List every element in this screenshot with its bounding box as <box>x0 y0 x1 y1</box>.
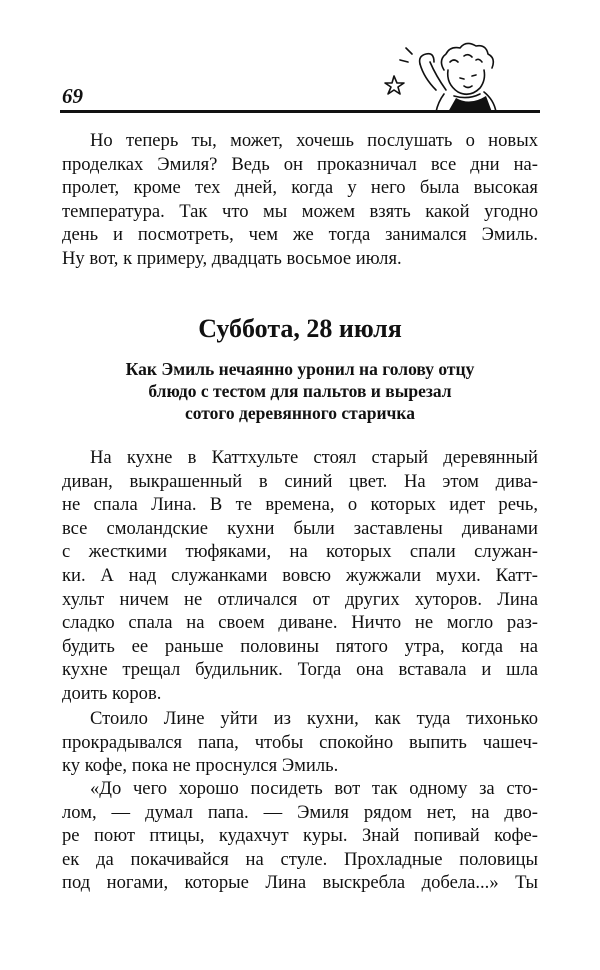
text-line: день и посмотреть, чем же тогда занимался Эмиль. <box>62 224 538 246</box>
text-line: лом, — думал папа. — Эмиля рядом нет, на дво- <box>62 801 538 823</box>
body-paragraph-1 <box>62 446 538 706</box>
intro-paragraph <box>62 129 538 271</box>
text-line: прокрадывался папа, чтобы спокойно выпить чашеч- <box>62 731 538 753</box>
body-paragraph-3 <box>62 777 538 895</box>
boy-illustration-icon <box>384 40 544 112</box>
text-line: под ногами, которые Лина выскребла добела...» Ты <box>62 872 538 894</box>
text-line: сладко спала на своем диване. Ничто не могло раз- <box>62 612 538 634</box>
text-line: температура. Так что мы можем взять какой угодно <box>62 200 538 222</box>
chapter-title: Суббота, 28 июля <box>198 314 402 343</box>
chapter-subtitle <box>0 358 600 424</box>
text-line: ку кофе, пока не проснулся Эмиль. <box>62 755 339 777</box>
text-line: ки. А над служанками вовсю жужжали мухи. Катт- <box>62 564 538 586</box>
header-rule <box>60 110 540 113</box>
text-line: все смоландские кухни были заставлены диванами <box>62 517 538 539</box>
subtitle-line: блюдо с тестом для пальтов и вырезал <box>148 381 452 401</box>
text-line: На кухне в Каттхульте стоял старый деревянный <box>90 447 538 468</box>
page-number: 69 <box>62 84 83 108</box>
text-line: ек да покачивайся на стуле. Прохладные половицы <box>62 848 538 870</box>
text-line: ре поют птицы, кудахчут куры. Знай попивай кофе- <box>62 825 538 847</box>
body-paragraph-2 <box>62 707 538 778</box>
subtitle-line: Как Эмиль нечаянно уронил на голову отцу <box>125 359 475 379</box>
text-line: доить коров. <box>62 682 162 704</box>
subtitle-line: сотого деревянного старичка <box>185 403 415 423</box>
text-line: хульт ничем не отличался от других хуторов. Лина <box>62 588 538 610</box>
text-line: диван, выкрашенный в синий цвет. На этом дива- <box>62 470 538 492</box>
text-line: проделках Эмиля? Ведь он проказничал все дни на- <box>62 153 538 175</box>
text-line: кухне трещал будильник. Тогда она вставала и шла <box>62 659 538 681</box>
text-line: пролет, кроме тех дней, когда у него была высокая <box>62 177 538 199</box>
text-line: «До чего хорошо посидеть вот так одному за сто- <box>90 778 538 799</box>
text-line: Стоило Лине уйти из кухни, как туда тихонько <box>90 708 538 729</box>
text-line: будить ее раньше половины пятого утра, когда на <box>62 635 538 657</box>
text-line: Ну вот, к примеру, двадцать восьмое июля. <box>62 247 402 269</box>
text-line: Но теперь ты, может, хочешь послушать о новых <box>90 130 538 151</box>
text-line: с жесткими тюфяками, на которых спали служан- <box>62 541 538 563</box>
text-line: не спала Лина. В те времена, о которых идет речь, <box>62 494 538 516</box>
